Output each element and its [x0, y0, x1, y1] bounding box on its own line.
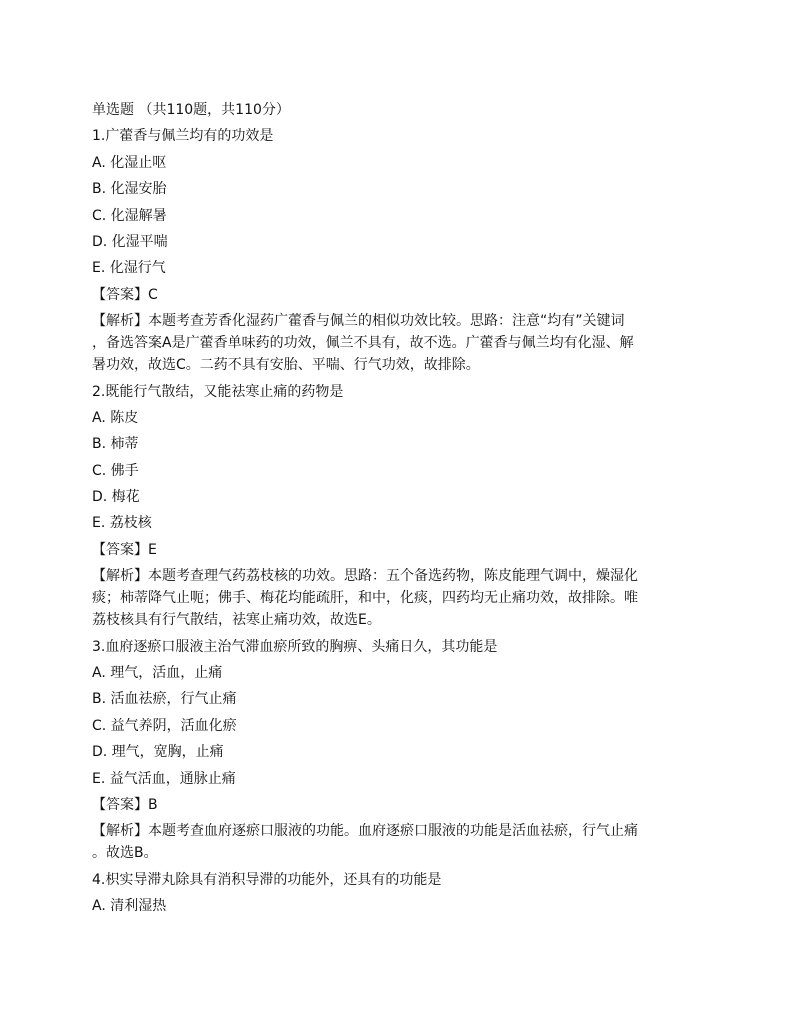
option-b: B. 活血祛瘀，行气止痛	[92, 691, 237, 708]
answer: 【答案】C	[92, 286, 158, 303]
analysis	[92, 310, 732, 376]
option-d: D. 梅花	[92, 489, 140, 506]
option-e: E. 荔枝核	[92, 515, 152, 532]
analysis-line: 痰；柿蒂降气止呃；佛手、梅花均能疏肝，和中，化痰，四药均无止痛功效，故排除。唯	[92, 590, 638, 607]
option-b: B. 化湿安胎	[92, 181, 167, 198]
question-2	[92, 381, 732, 632]
question-stem: 4.枳实导滞丸除具有消积导滞的功能外，还具有的功能是	[92, 871, 442, 888]
analysis-line: ，备选答案A是广藿香单味药的功效，佩兰不具有，故不选。广藿香与佩兰均有化湿、解	[92, 335, 634, 352]
analysis-line: 【解析】本题考查血府逐瘀口服液的功能。血府逐瘀口服液的功能是活血祛瘀，行气止痛	[92, 823, 638, 840]
answer: 【答案】B	[92, 796, 158, 813]
option-a: A. 陈皮	[92, 409, 139, 426]
option-c: C. 益气养阴，活血化瘀	[92, 717, 237, 734]
analysis	[92, 565, 732, 631]
analysis-line: 【解析】本题考查理气药荔枝核的功效。思路：五个备选药物，陈皮能理气调中，燥湿化	[92, 568, 638, 585]
exam-document	[92, 99, 732, 922]
question-1	[92, 125, 732, 376]
question-stem: 2.既能行气散结，又能祛寒止痛的药物是	[92, 383, 344, 400]
option-a: A. 理气，活血，止痛	[92, 665, 223, 682]
question-stem: 3.血府逐瘀口服液主治气滞血瘀所致的胸痹、头痛日久，其功能是	[92, 638, 498, 655]
question-stem: 1.广藿香与佩兰均有的功效是	[92, 128, 274, 145]
analysis-line: 暑功效，故选C。二药不具有安胎、平喘、行气功效，故排除。	[92, 357, 480, 374]
option-d: D. 理气，宽胸，止痛	[92, 744, 224, 761]
option-a: A. 化湿止呕	[92, 154, 167, 171]
section-header: 单选题 （共110题，共110分）	[92, 102, 290, 118]
option-c: C. 佛手	[92, 462, 139, 479]
option-b: B. 柿蒂	[92, 436, 139, 453]
analysis-line: 。故选B。	[92, 845, 158, 862]
analysis-line: 荔枝核具有行气散结，祛寒止痛功效，故选E。	[92, 612, 381, 629]
option-a: A. 清利湿热	[92, 898, 167, 915]
analysis	[92, 820, 732, 864]
question-3	[92, 636, 732, 865]
question-4	[92, 869, 732, 922]
option-e: E. 化湿行气	[92, 260, 166, 277]
option-c: C. 化湿解暑	[92, 207, 167, 224]
answer: 【答案】E	[92, 541, 157, 558]
analysis-line: 【解析】本题考查芳香化湿药广藿香与佩兰的相似功效比较。思路：注意“均有”关键词	[92, 313, 625, 330]
option-d: D. 化湿平喘	[92, 233, 168, 250]
option-e: E. 益气活血，通脉止痛	[92, 770, 236, 787]
